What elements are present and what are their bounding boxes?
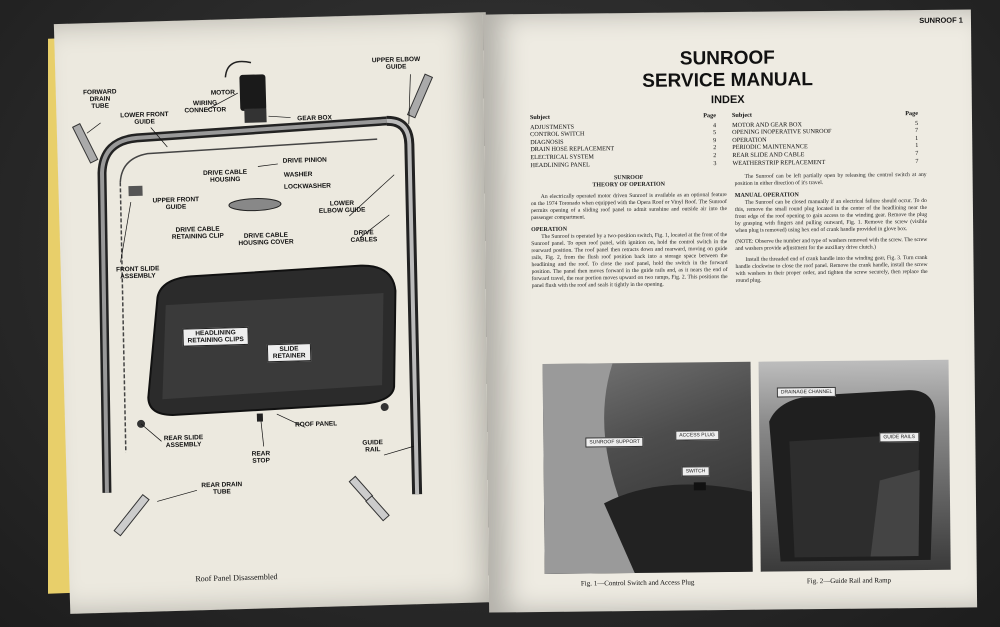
forward-drain-tube (73, 124, 98, 163)
tag-switch: SWITCH (682, 466, 710, 476)
list-item: REAR SLIDE AND CABLE 7 (732, 149, 919, 159)
left-caption: Roof Panel Disassembled (195, 572, 278, 584)
label-drive-pinion: DRIVE PINION (282, 156, 327, 165)
label-drive-cable-retaining-clip: DRIVE CABLE RETAINING CLIP (171, 225, 224, 242)
paragraph: The Sunroof can be left partially open by releasing the control switch at any position in either direction of it's travel. (734, 171, 927, 187)
label-rear-drain-tube: REAR DRAIN TUBE (201, 481, 243, 497)
paragraph: The Sunroof can be closed manually if an electrical failure should occur. To do this, remove the small round plug located in the center of the headlining near the front edge of the roof opening to gain access to the winding gear. Remove the plug by grasping with fingers and pulling outward, Fig. 1. Remove the screw (visible when plug is removed) using hex end of crank handle provided in glove box. (734, 197, 928, 234)
text-column-left (531, 174, 728, 290)
note: (NOTE: Observe the number and type of washers removed with the screw. The screw and washers provide adjustment for the auxiliary drive clutch.) (735, 236, 928, 252)
photo-control-switch (543, 362, 753, 574)
title-line2: SERVICE MANUAL (642, 69, 814, 92)
label-front-slide-assembly: FRONT SLIDE ASSEMBLY (115, 265, 160, 281)
label-roof-panel: ROOF PANEL (294, 420, 338, 429)
photo1-shapes (543, 362, 753, 574)
label-wiring-connector: WIRING CONNECTOR (184, 99, 227, 115)
list-item: HEADLINING PANEL 3 (530, 159, 717, 169)
rear-drain-tube-right (349, 476, 372, 501)
title-line1: SUNROOF (679, 47, 775, 70)
fig2-caption: Fig. 2—Guide Rail and Ramp (806, 576, 892, 586)
list-item: OPERATION 1 (732, 134, 919, 144)
label-rear-stop: REAR STOP (251, 450, 271, 465)
label-guide-rail: GUIDE RAIL (362, 439, 384, 454)
list-item: OPENING INOPERATIVE SUNROOF 7 (732, 127, 919, 137)
label-gear-box: GEAR BOX (297, 114, 332, 123)
rear-drain-tube-left (114, 495, 149, 536)
photo-guide-rail (759, 360, 951, 572)
gear-box-body (244, 108, 266, 123)
list-item: WEATHERSTRIP REPLACEMENT 7 (732, 157, 919, 167)
label-upper-front-guide: UPPER FRONT GUIDE (152, 196, 200, 212)
paragraph: Install the threaded end of crank handle into the winding gear, Fig. 3. Turn crank handle clockwise to close the roof panel. Remove the crank handle, install the screw with washers in their proper order, and tighten the screw securely, then replace the round plug. (735, 254, 928, 284)
list-item: MOTOR AND GEAR BOX 5 (732, 119, 919, 129)
label-drive-cable-housing-cover: DRIVE CABLE HOUSING COVER (238, 231, 294, 248)
section-heading: MANUAL OPERATION (734, 192, 799, 199)
label-lockwasher: LOCKWASHER (283, 182, 332, 191)
section-heading: THEORY OF OPERATION (592, 181, 665, 189)
roof-panel-diagram (54, 12, 502, 614)
label-slide-retainer: SLIDE RETAINER (267, 343, 311, 363)
paragraph: An electrically operated motor driven Sunroof is available as an optional feature on the 1974 Toronado when equipped with the Opera Roof or Vinyl Roof. The Sunroof permits opening of a sliding roof panel to admit sunshine and outside air into the passenger compartment. (530, 192, 727, 222)
text-column-right (735, 172, 928, 285)
label-rear-slide-assembly: REAR SLIDE ASSEMBLY (163, 434, 204, 450)
index-heading: INDEX (710, 93, 745, 107)
label-drive-cable-housing: DRIVE CABLE HOUSING (202, 168, 248, 184)
page-header: SUNROOF 1 (919, 15, 964, 26)
left-page (54, 12, 502, 614)
motor-body (239, 74, 266, 111)
list-item: CONTROL SWITCH 5 (530, 129, 717, 139)
fig1-caption: Fig. 1—Control Switch and Access Plug (580, 578, 695, 588)
label-drive-cables: DRIVE CABLES (350, 229, 378, 245)
label-lower-front-guide: LOWER FRONT GUIDE (120, 110, 169, 127)
label-motor: MOTOR (210, 89, 235, 97)
drive-cable-left (118, 182, 128, 452)
list-item: ADJUSTMENTS 4 (530, 121, 717, 131)
tag-drainage-channel: DRAINAGE CHANNEL (777, 387, 837, 398)
paragraph: The Sunroof is operated by a two-position switch, Fig. 1, located at the front of the Sunroof panel. To open roof panel, with ignition on, hold the control switch in the rearward position. The roof panel then retracts down and rearward, moving on guide rails, Fig. 2, from the flush roof position back into a storage space between the headlining and the roof. To close the roof panel, hold the switch in the forward position. The panel then moves forward in the guide rails and, as it nears the end of forward travel, the rear portion moves upward on two ramps, Fig. 2. This positions the panel flush with the roof and seals it tightly in the opening. (531, 232, 728, 290)
rear-stop (257, 413, 263, 421)
list-item: ELECTRICAL SYSTEM 2 (530, 152, 717, 162)
tag-access-plug: ACCESS PLUG (675, 430, 719, 440)
tag-sunroof-support: SUNROOF SUPPORT (585, 437, 644, 448)
upper-drain-tube-right (408, 74, 433, 118)
rear-slide-right (381, 403, 389, 411)
label-headlining-retaining-clips: HEADLINING RETAINING CLIPS (182, 327, 248, 347)
section-heading: SUNROOF (613, 174, 644, 182)
index-left: Subject Page ADJUSTMENTS 4 CONTROL SWITCH 5 DIAGNOSIS 9 DRAIN HOSE REPLACEMENT 2 ELECTRICAL SYSTEM 2 HEADLINING PANEL 3 (529, 112, 717, 169)
right-page (483, 9, 977, 612)
list-item: PERIODIC MAINTENANCE 1 (732, 142, 919, 152)
index-right: Subject Page MOTOR AND GEAR BOX 5 OPENING INOPERATIVE SUNROOF 7 OPERATION 1 PERIODIC MAINTENANCE 1 REAR SLIDE AND CABLE 7 WEATHERSTRIP REPLACEMENT 7 (731, 110, 919, 167)
label-forward-drain-tube: FORWARD DRAIN TUBE (82, 88, 117, 111)
drive-cable-housing-cover (229, 198, 281, 211)
list-item: DIAGNOSIS 9 (530, 136, 717, 146)
label-lower-elbow-guide: LOWER ELBOW GUIDE (318, 199, 366, 215)
list-item: DRAIN HOSE REPLACEMENT 2 (530, 144, 717, 154)
label-washer: WASHER (283, 170, 313, 179)
section-heading: OPERATION (531, 226, 568, 234)
label-upper-elbow-guide: UPPER ELBOW GUIDE (371, 55, 421, 72)
front-slide-block (128, 186, 142, 196)
rear-drain-tube-right2 (366, 496, 389, 521)
tag-guide-rails: GUIDE RAILS (879, 432, 919, 442)
